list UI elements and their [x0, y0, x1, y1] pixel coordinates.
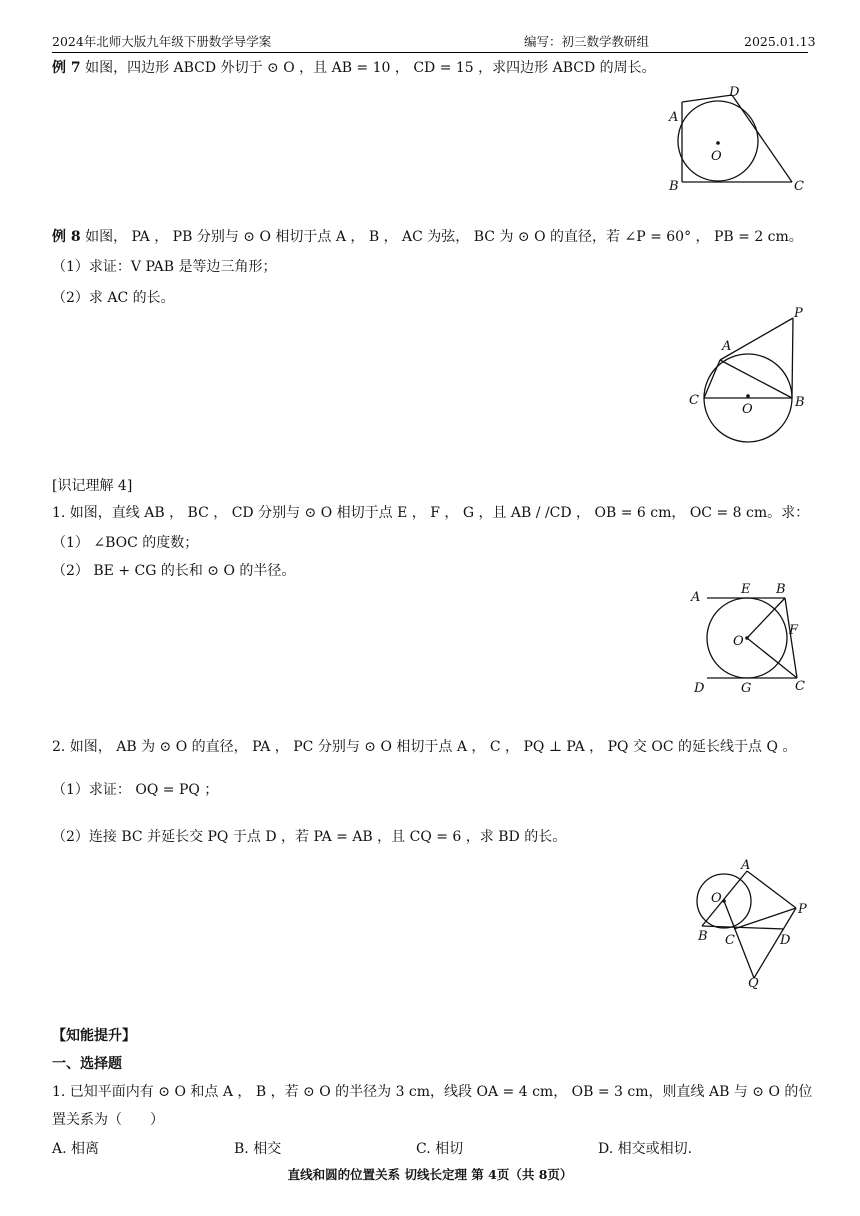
figure-problem-1 — [685, 578, 815, 698]
page-footer: 直线和圆的位置关系 切线长定理 第 4页（共 8页） — [287, 1167, 573, 1182]
choice-option-d: D. 相交或相切. — [598, 1141, 693, 1157]
fig8-label-b: B — [795, 395, 805, 410]
fig-p1-label-f: F — [789, 623, 799, 638]
header-rule — [52, 52, 808, 53]
problem-1-q1: （1） ∠BOC 的度数； — [52, 535, 199, 551]
example-8-text: 如图， PA ， PB 分别与 ⊙ O 相切于点 A ， B ， AC 为弦， BC 为 ⊙ O 的直径，若 ∠P = 60° ， PB = 2 cm。 — [85, 229, 803, 245]
choice-q1-line2: 置关系为（ ） — [52, 1112, 164, 1128]
example-8 — [52, 229, 803, 246]
fig-p2-label-c: C — [725, 933, 735, 948]
fig7-label-o: O — [711, 149, 722, 164]
header-author: 编写：初三数学教研组 — [524, 34, 650, 49]
fig-p2-label-p: P — [798, 902, 807, 917]
fig-p2-label-q: Q — [748, 976, 759, 991]
problem-1-q2: （2） BE + CG 的长和 ⊙ O 的半径。 — [52, 563, 296, 579]
fig-p1-label-g: G — [741, 681, 752, 696]
header-title: 2024年北师大版九年级下册数学导学案 — [52, 34, 272, 49]
fig-p1-label-d: D — [694, 681, 705, 696]
fig-p1-label-e: E — [741, 582, 751, 597]
fig7-label-d: D — [729, 85, 740, 100]
fig-p1-label-a: A — [691, 590, 701, 605]
fig7-label-c: C — [794, 179, 804, 194]
header-date: 2025.01.13 — [744, 34, 816, 49]
problem-2-q2: （2）连接 BC 并延长交 PQ 于点 D ，若 PA = AB ，且 CQ = 6 ，求 BD 的长。 — [52, 829, 567, 845]
fig8-label-p: P — [794, 306, 803, 321]
problem-2-text: 2. 如图， AB 为 ⊙ O 的直径， PA ， PC 分别与 ⊙ O 相切于点 A ， C ， PQ ⊥ PA ， PQ 交 OC 的延长线于点 Q 。 — [52, 739, 797, 755]
fig-p1-label-o: O — [733, 634, 744, 649]
example-8-q2: （2）求 AC 的长。 — [52, 290, 175, 306]
figure-example-8 — [680, 300, 815, 450]
fig-p2-label-o: O — [711, 891, 722, 906]
fig7-label-a: A — [669, 110, 679, 125]
fig-p1-label-c: C — [795, 679, 805, 694]
choice-q1-line1: 1. 已知平面内有 ⊙ O 和点 A ， B ，若 ⊙ O 的半径为 3 cm，线段 OA = 4 cm， OB = 3 cm，则直线 AB 与 ⊙ O 的位 — [52, 1084, 813, 1100]
fig-p2-label-b: B — [698, 929, 708, 944]
problem-1-text: 1. 如图，直线 AB ， BC ， CD 分别与 ⊙ O 相切于点 E ， F ， G ，且 AB / /CD ， OB = 6 cm， OC = 8 cm。求： — [52, 505, 810, 521]
choice-option-c: C. 相切 — [416, 1141, 464, 1157]
figure-problem-2 — [684, 856, 814, 991]
example-8-label: 例 8 — [52, 229, 81, 245]
choice-section-title: 一、选择题 — [52, 1056, 122, 1072]
fig8-label-o: O — [742, 402, 753, 417]
section-4-title: [识记理解 4] — [52, 478, 133, 494]
fig-p2-label-a: A — [741, 858, 751, 873]
example-8-q1: （1）求证：V PAB 是等边三角形； — [52, 259, 277, 275]
problem-2-q1: （1）求证： OQ = PQ ； — [52, 782, 219, 798]
example-7-label: 例 7 — [52, 60, 81, 76]
fig-p2-label-d: D — [780, 933, 791, 948]
example-7-text: 如图，四边形 ABCD 外切于 ⊙ O ，且 AB = 10 ， CD = 15 ，求四边形 ABCD 的周长。 — [85, 60, 656, 76]
choice-option-a: A. 相离 — [52, 1141, 100, 1157]
choice-option-b: B. 相交 — [234, 1141, 282, 1157]
figure-example-7 — [660, 82, 810, 197]
example-7 — [52, 60, 656, 77]
fig8-label-a: A — [722, 339, 732, 354]
fig-p1-label-b: B — [776, 582, 786, 597]
fig7-label-b: B — [669, 179, 679, 194]
fig8-label-c: C — [689, 393, 699, 408]
improve-title: 【知能提升】 — [52, 1028, 136, 1044]
